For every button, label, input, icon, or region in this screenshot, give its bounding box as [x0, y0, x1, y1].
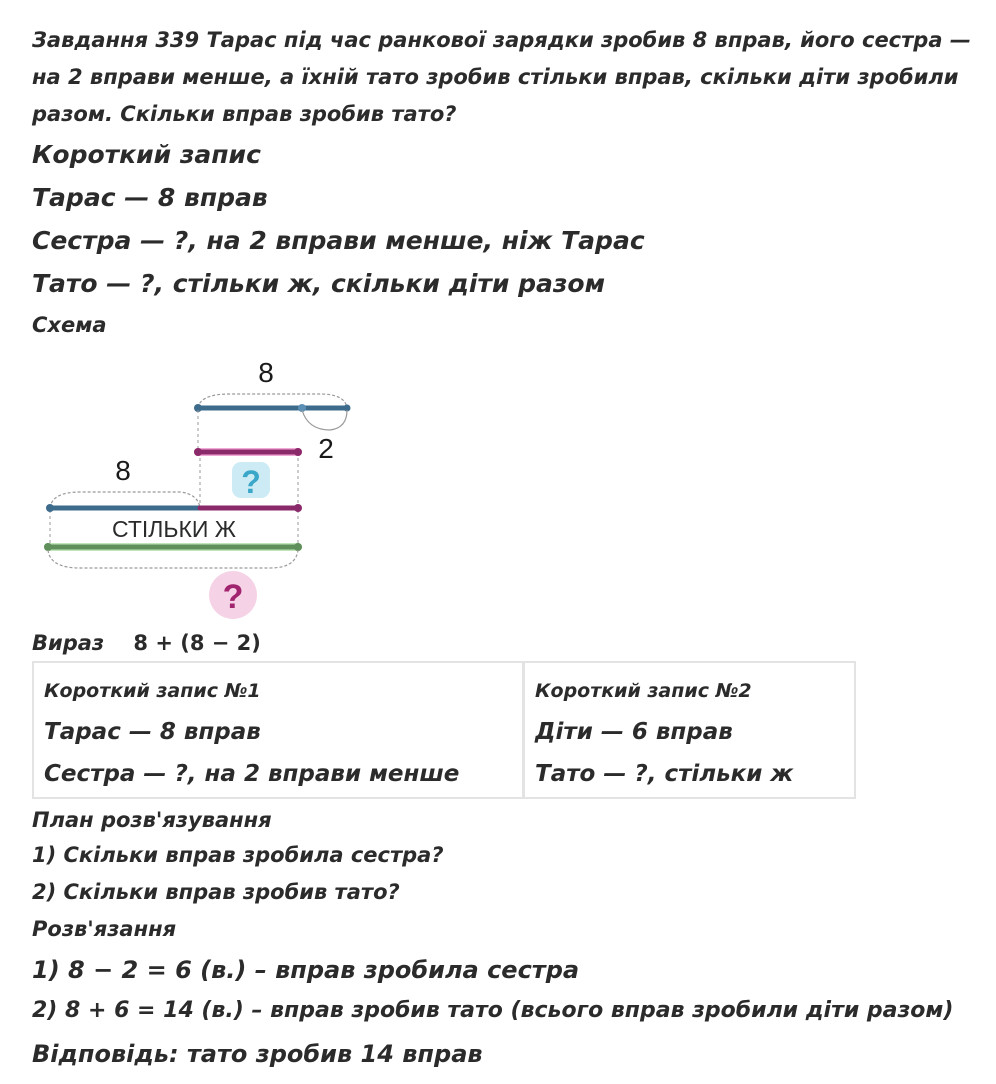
label-same-amount: СТІЛЬКИ Ж [111, 516, 237, 542]
expression [32, 631, 261, 655]
short-note-1-cell [34, 663, 525, 797]
question-dad: ? [222, 578, 244, 616]
point [294, 543, 302, 551]
short-note-line: Сестра — ?, на 2 вправи менше, ніж Тарас [32, 226, 645, 255]
expression-value: 8 + (8 − 2) [133, 631, 261, 655]
point [194, 448, 202, 456]
plan-step: 2) Скільки вправ зробив тато? [32, 880, 400, 904]
point [294, 504, 302, 512]
scheme-diagram [40, 350, 360, 625]
short-note-2-line: Діти — 6 вправ [535, 719, 733, 745]
label-difference-2: 2 [318, 433, 334, 464]
label-top-8: 8 [258, 357, 274, 388]
point [294, 448, 302, 456]
solution-title: Розв'язання [32, 917, 177, 941]
solution-step: 2) 8 + 6 = 14 (в.) – вправ зробив тато (всього вправ зробили діти разом) [32, 998, 954, 1023]
short-notes-table [32, 661, 856, 799]
short-note-2-cell [525, 663, 854, 797]
short-note-line: Тато — ?, стільки ж, скільки діти разом [32, 269, 605, 298]
short-note-title: Короткий запис [32, 140, 261, 169]
short-note-2-title: Короткий запис №2 [535, 680, 752, 702]
short-note-1-title: Короткий запис №1 [44, 680, 261, 702]
plan-title: План розв'язування [32, 808, 272, 832]
point [44, 543, 52, 551]
short-note-line: Тарас — 8 вправ [32, 183, 268, 212]
point [46, 504, 54, 512]
brace-difference [302, 410, 347, 430]
short-note-2-line: Тато — ?, стільки ж [535, 761, 794, 787]
label-left-8: 8 [115, 455, 131, 486]
answer: Відповідь: тато зробив 14 вправ [32, 1040, 483, 1068]
problem-statement: Завдання 339 Тарас під час ранкової зарядки зробив 8 вправ, його сестра — на 2 вправи менше, а їхній тато зробив стільки вправ, скільки діти зробили разом. Скільки вправ зробив тато? [32, 28, 971, 126]
short-note-1-line: Сестра — ?, на 2 вправи менше [44, 761, 460, 787]
short-note-1-line: Тарас — 8 вправ [44, 719, 261, 745]
expression-label: Вираз [32, 631, 105, 655]
plan-step: 1) Скільки вправ зробила сестра? [32, 843, 444, 867]
brace-dad-bottom [48, 550, 298, 568]
question-sister: ? [241, 464, 261, 500]
solution-step: 1) 8 − 2 = 6 (в.) – вправ зробила сестра [32, 956, 580, 984]
scheme-title: Схема [32, 313, 107, 337]
